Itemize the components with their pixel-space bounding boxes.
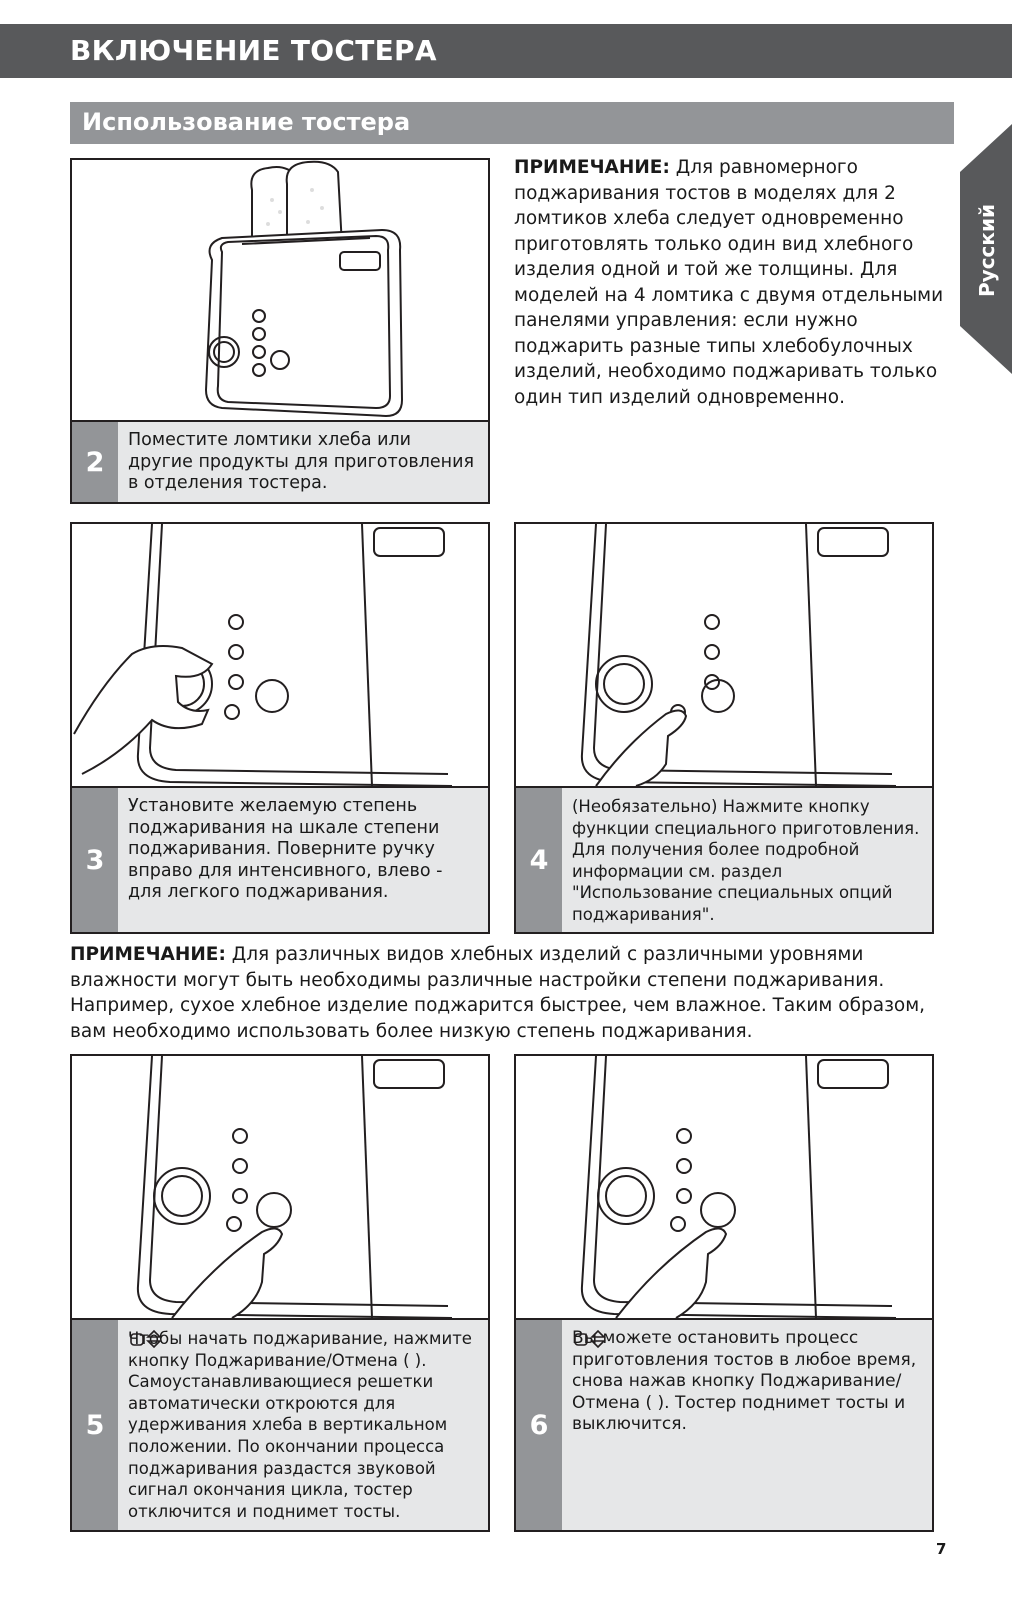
step-text-part-a: Вы можете остановить процесс приготовления тостов в любое время, снова нажав кнопку Поджаривание/ Отмена (: [572, 1328, 917, 1413]
toaster-with-bread-illustration: [72, 160, 490, 426]
toast-cancel-icon: [128, 1328, 162, 1350]
note-text: Для различных видов хлебных изделий с различными уровнями влажности могут быть необходимы различные настройки степени поджаривания. Например, сухое хлебное изделие поджарится быстрее, чем влажное. Таким образом, вам необходимо использовать более низкую степень поджаривания.: [70, 944, 926, 1042]
page-number: 7: [936, 1540, 947, 1558]
note-label: ПРИМЕЧАНИЕ:: [70, 944, 226, 965]
section-title: Использование тостера: [82, 108, 411, 136]
step-5-caption: [72, 1318, 488, 1530]
toaster-cancel-button-illustration: [516, 1056, 934, 1322]
step-number: 4: [516, 788, 562, 932]
note-moisture-settings: [70, 942, 940, 1044]
note-label: ПРИМЕЧАНИЕ:: [514, 157, 670, 178]
step-2-caption: [72, 420, 488, 502]
step-6-caption: [516, 1318, 932, 1530]
step-text: Установите желаемую степень поджаривания на шкале степени поджаривания. Поверните ручку вправо для интенсивного, влево - для легкого поджаривания.: [128, 796, 443, 903]
step-4-panel: [514, 522, 934, 934]
step-number: 3: [72, 788, 118, 932]
toaster-dial-illustration: [72, 524, 490, 790]
step-text-part-b: ). Тостер поднимет тосты и выключится.: [572, 1392, 906, 1435]
step-6-panel: [514, 1054, 934, 1532]
toaster-start-button-illustration: [72, 1056, 490, 1322]
note-text: Для равномерного поджаривания тостов в моделях для 2 ломтиков хлеба следует одновременно приготовлять только один вид хлебного изделия одной и той же толщины. Для моделей на 4 ломтика с двумя отдельными панелями управления: если нужно поджарить разные типы хлебобулочных изделий, необходимо поджаривать только один тип изделий одновременно.: [514, 157, 944, 408]
note-uniform-toasting: [514, 155, 944, 410]
toaster-function-button-illustration: [516, 524, 934, 790]
step-4-caption: [516, 786, 932, 932]
step-3-caption: [72, 786, 488, 932]
step-number: 5: [72, 1320, 118, 1530]
step-text: Поместите ломтики хлеба или другие продукты для приготовления в отделения тостера.: [128, 430, 475, 494]
step-number: 6: [516, 1320, 562, 1530]
step-2-panel: [70, 158, 490, 504]
step-text: (Необязательно) Нажмите кнопку функции специального приготовления. Для получения более подробной информации см. раздел "Использование специальных опций поджаривания".: [572, 797, 920, 924]
step-5-panel: [70, 1054, 490, 1532]
step-text: [128, 1328, 480, 1522]
step-text-part-b: ). Самоустанавливающиеся решетки автоматически откроются для удерживания хлеба в вертикальном положении. По окончании процесса поджаривания раздастся звуковой сигнал окончания цикла, тостер отключится и поднимет тосты.: [128, 1350, 448, 1521]
toast-cancel-icon: [572, 1328, 606, 1350]
step-text-part-a: Чтобы начать поджаривание, нажмите кнопку Поджаривание/Отмена (: [128, 1329, 472, 1370]
step-text: [572, 1328, 924, 1436]
language-tab-label: Русский: [975, 203, 999, 297]
page-title: ВКЛЮЧЕНИЕ ТОСТЕРА: [70, 34, 437, 67]
step-3-panel: [70, 522, 490, 934]
step-number: 2: [72, 422, 118, 502]
